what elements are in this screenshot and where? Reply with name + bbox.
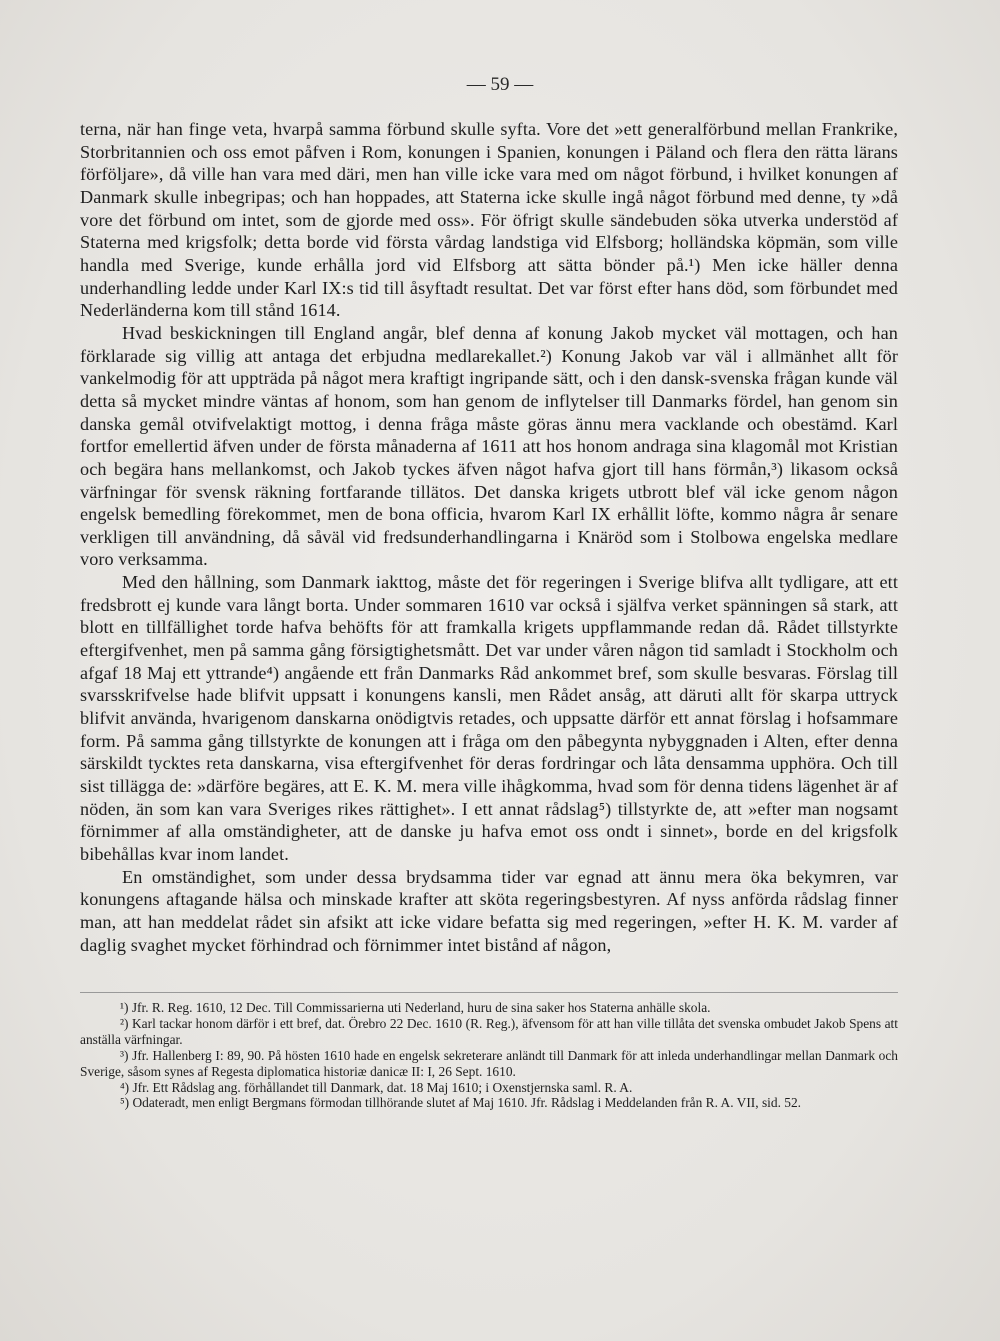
footnote-3: ³) Jfr. Hallenberg I: 89, 90. På hösten 1610 hade en engelsk sekreterare anländt till Danmark för att inleda underhandlingar mellan Danmark och Sverige, såsom synes af Regesta diplomatica historiæ danicæ II: I, 26 Sept. 1610. bbox=[80, 1047, 898, 1079]
footnote-divider bbox=[80, 992, 898, 993]
paragraph-4: En omständighet, som under dessa brydsamma tider var egnad att ännu mera öka bekymren, var konungens aftagande hälsa och minskade krafter att sköta regeringsbestyren. Af nyss anförda rådslag finner man, att han meddelat rådet sin afsikt att icke vidare befatta sig med regeringen, »efter H. K. M. varder af daglig svaghet mycket förhindrad och förnimmer intet bistånd af någon, bbox=[80, 866, 898, 955]
paragraph-1: terna, när han finge veta, hvarpå samma förbund skulle syfta. Vore det »ett generalförbund mellan Frankrike, Storbritannien och oss emot påfven i Rom, konungen i Spanien, konungen i Päland och flera den rätta lärans förföljare», då ville han vara med däri, men han ville icke vara med om något förbund, i hvilket konungen af Danmark skulle inbegripas; och han hoppades, att Staterna icke skulle ingå något förbund med denne, ty »då vore det förbund om intet, som de gjorde med oss». För öfrigt skulle sändebuden söka utverka understöd af Staterna med krigsfolk; detta borde vid första vårdag landstiga vid Elfsborg; holländska köpmän, som ville handla med Sverige, kunde erhålla jord vid Elfsborg att sätta bönder på.¹) Men icke häller denna underhandling ledde under Karl IX:s tid till åsyftadt resultat. Det var först efter hans död, som förbundet med Nederländerna kom till stånd 1614. bbox=[80, 119, 898, 321]
paragraph-2: Hvad beskickningen till England angår, blef denna af konung Jakob mycket väl mottagen, och han förklarade sig villig att antaga det erbjudna medlarekallet.²) Konung Jakob var väl i allmänhet allt för vankelmodig för att uppträda på något mera kraftigt ingripande sätt, och i den dansk-svenska frågan kunde väl detta så mycket mindre väntas af honom, som han genom de inflytelser till Danmarks fördel, han genom sin danska gemål otvifvelaktigt mottog, i denna fråga måste göras ännu mera vacklande och obestämd. Karl fortfor emellertid äfven under de första månaderna af 1611 att hos honom andraga sina klagomål mot Kristian och begära hans mellankomst, och Jakob tyckes äfven något hafva gjort till hans förmån,³) likasom också värfningar för svensk räkning fortfarande tillätos. Det danska krigets utbrott blef väl icke genom någon engelsk bemedling förekommet, men de bona officia, hvarom Karl IX erhållit löfte, kommo några år senare verkligen till användning, då såväl vid fredsunderhandlingarna i Knäröd som i Stolbowa engelska medlare voro verksamma. bbox=[80, 322, 898, 570]
page-number: — 59 — bbox=[466, 74, 534, 95]
footnote-4: ⁴) Jfr. Ett Rådslag ang. förhållandet till Danmark, dat. 18 Maj 1610; i Oxenstjernska saml. R. A. bbox=[120, 1079, 633, 1095]
footnote-5: ⁵) Odateradt, men enligt Bergmans förmodan tillhörande slutet af Maj 1610. Jfr. Rådslag i Meddelanden från R. A. VII, sid. 52. bbox=[120, 1095, 801, 1111]
body-text bbox=[80, 118, 898, 956]
paragraph-3: Med den hållning, som Danmark iakttog, måste det för regeringen i Sverige blifva allt tydligare, att ett fredsbrott ej kunde vara långt borta. Under sommaren 1610 var också i själfva verket spänningen så stark, att blott en tillfällighet torde hafva behöfts för att framkalla krigets uppflammande redan då. Rådet tillstyrkte eftergifvenhet, men på samma gång försigtighetsmått. Det var under våren någon tid samladt i Stockholm och afgaf 18 Maj ett yttrande⁴) angående ett från Danmarks Råd ankommet bref, som skulle besvaras. Förslag till svarsskrifvelse hade blifvit uppsatt i konungens kansli, men Rådet ansåg, att däruti allt för skarpa uttryck blifvit använda, hvarigenom danskarna onödigtvis retades, och uppsatte därför ett annat förslag i hofsammare form. På samma gång tillstyrkte de konungen att i fråga om den påbegynta nybyggnaden i Alten, efter denna särskildt tycktes reta danskarna, visa eftergifvenhet för deras fordringar och låta densamma upphöra. Och till sist tillägga de: »därföre begäres, att E. K. M. mera ville ihågkomma, hvad som för denna tidens lägenhet är af nöden, än som kan vara Sveriges rikes rättighet». I ett annat rådslag⁵) tillstyrkte de, att »efter man nogsamt förnimmer af alla omständigheter, att de danske ju hafva emot oss ondt i sinnet», borde en del krigsfolk bibehållas kvar inom landet. bbox=[80, 572, 898, 864]
footnote-1: ¹) Jfr. R. Reg. 1610, 12 Dec. Till Commissarierna uti Nederland, huru de sina saker hos Staterna anhälle skola. bbox=[120, 1000, 711, 1015]
footnotes bbox=[80, 1000, 898, 1111]
footnote-2: ²) Karl tackar honom därför i ett bref, dat. Örebro 22 Dec. 1610 (R. Reg.), äfvensom för att han ville tillåta det svenska ombudet Jakob Spens att anställa värfningar. bbox=[80, 1015, 898, 1047]
